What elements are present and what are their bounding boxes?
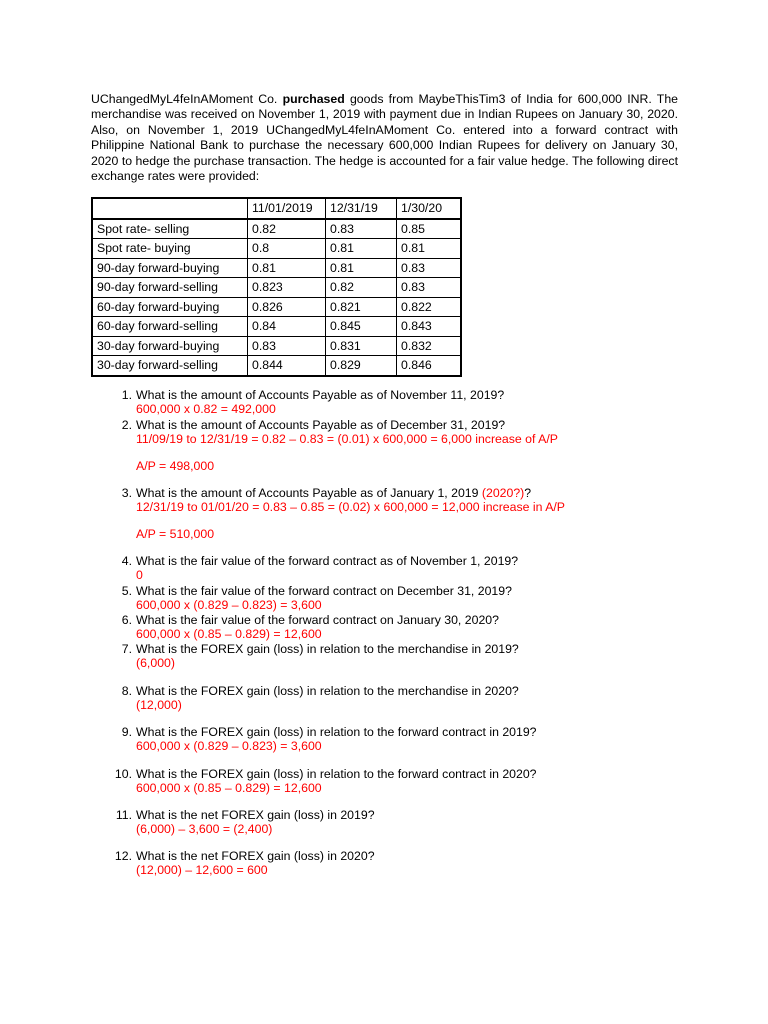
- table-cell: 0.8: [248, 239, 326, 259]
- question-body: [136, 808, 375, 837]
- table-row: [92, 219, 461, 239]
- table-cell: 0.81: [397, 239, 462, 259]
- answer-line: (6,000): [136, 656, 175, 671]
- table-header-cell: [92, 198, 248, 219]
- table-row: [92, 297, 461, 317]
- table-cell: 0.82: [248, 219, 326, 239]
- intro-paragraph: [91, 92, 678, 184]
- table-cell: 0.844: [248, 356, 326, 376]
- table-cell: 0.846: [397, 356, 462, 376]
- table-cell: 0.843: [397, 317, 462, 337]
- table-row: [92, 278, 461, 298]
- answer-line: 0: [136, 568, 143, 583]
- question-text-note: (2020?): [481, 486, 525, 500]
- table-cell: 0.83: [326, 219, 397, 239]
- question-number: 7.: [121, 642, 132, 656]
- question-text: What is the amount of Accounts Payable as of November 11, 2019?: [136, 388, 505, 402]
- answer-line: 600,000 x (0.85 – 0.829) = 12,600: [136, 781, 322, 796]
- question-number: 3.: [121, 486, 132, 500]
- table-header-cell: 12/31/19: [326, 198, 397, 219]
- table-cell: 0.83: [248, 336, 326, 356]
- question-text: What is the FOREX gain (loss) in relation to the merchandise in 2020?: [136, 684, 519, 698]
- question-body: [136, 418, 558, 473]
- table-cell: 0.829: [326, 356, 397, 376]
- question-body: [136, 613, 499, 642]
- intro-purchased: purchased: [282, 92, 345, 106]
- table-cell: 0.81: [326, 258, 397, 278]
- answer-line: A/P = 498,000: [136, 458, 215, 473]
- question-body: [136, 849, 375, 878]
- table-cell: 0.84: [248, 317, 326, 337]
- table-cell: Spot rate- buying: [92, 239, 248, 259]
- question-number: 8.: [121, 684, 132, 698]
- table-cell: 0.832: [397, 336, 462, 356]
- table-cell: Spot rate- selling: [92, 219, 248, 239]
- exchange-rate-table: [91, 197, 462, 377]
- question-number: 1.: [121, 388, 132, 402]
- question-number: 6.: [121, 613, 132, 627]
- table-header-cell: 11/01/2019: [248, 198, 326, 219]
- question-number: 2.: [121, 418, 132, 432]
- question-text: What is the FOREX gain (loss) in relation to the forward contract in 2020?: [136, 767, 537, 781]
- table-cell: 0.82: [326, 278, 397, 298]
- question-text: What is the amount of Accounts Payable as of January 1, 2019: [136, 486, 482, 500]
- answer-line: 600,000 x (0.85 – 0.829) = 12,600: [136, 627, 322, 642]
- table-cell: 0.826: [248, 297, 326, 317]
- question-text: What is the fair value of the forward contract as of November 1, 2019?: [136, 554, 519, 568]
- table-cell: 90-day forward-selling: [92, 278, 248, 298]
- table-cell: 0.83: [397, 258, 462, 278]
- table-cell: 0.81: [248, 258, 326, 278]
- question-text: What is the amount of Accounts Payable as of December 31, 2019?: [136, 418, 506, 432]
- table-cell: 90-day forward-buying: [92, 258, 248, 278]
- table-row: [92, 356, 461, 376]
- question-number: 9.: [121, 725, 132, 739]
- table-cell: 0.823: [248, 278, 326, 298]
- table-cell: 0.822: [397, 297, 462, 317]
- question-number: 11.: [115, 808, 132, 822]
- question-body: [136, 642, 519, 671]
- intro-company: UChangedMyL4feInAMoment Co.: [91, 92, 278, 106]
- answer-line: (12,000): [136, 698, 182, 713]
- answer-line: (12,000) – 12,600 = 600: [136, 863, 268, 878]
- table-cell: 0.845: [326, 317, 397, 337]
- answer-line: 600,000 x (0.829 – 0.823) = 3,600: [136, 598, 322, 613]
- question-number: 10.: [114, 767, 132, 781]
- table-cell: 30-day forward-selling: [92, 356, 248, 376]
- table-cell: 0.83: [397, 278, 462, 298]
- table-cell: 30-day forward-buying: [92, 336, 248, 356]
- table-header-row: [92, 198, 461, 219]
- question-text: What is the net FOREX gain (loss) in 2019?: [136, 808, 375, 822]
- answer-line: 600,000 x (0.829 – 0.823) = 3,600: [136, 739, 322, 754]
- question-body: [136, 684, 519, 713]
- answer-line: 600,000 x 0.82 = 492,000: [136, 402, 276, 417]
- table-header-cell: 1/30/20: [397, 198, 462, 219]
- intro-text: goods from MaybeThisTim3 of India for 600,000 INR. The merchandise was received on November 1, 2019 with payment due in Indian Rupees on January 30, 2020. Also, on November 1, 2019 UChangedMyL4feInAMoment Co. entered into a forward contract with Philippine National Bank to purchase the necessary 600,000 Indian Rupees for delivery on January 30, 2020 to hedge the purchase transaction. The hedge is accounted for a fair value hedge. The following direct exchange rates were provided:: [91, 92, 678, 184]
- table-row: [92, 258, 461, 278]
- question-text: What is the FOREX gain (loss) in relation to the merchandise in 2019?: [136, 642, 519, 656]
- question-text: What is the FOREX gain (loss) in relation to the forward contract in 2019?: [136, 725, 537, 739]
- question-text: What is the fair value of the forward contract on January 30, 2020?: [136, 613, 499, 627]
- question-body: [136, 388, 504, 417]
- question-number: 4.: [121, 554, 132, 568]
- table-cell: 60-day forward-selling: [92, 317, 248, 337]
- table-row: [92, 336, 461, 356]
- question-text: What is the fair value of the forward contract on December 31, 2019?: [136, 584, 512, 598]
- answer-line: A/P = 510,000: [136, 526, 215, 541]
- question-body: [136, 486, 565, 541]
- question-body: [136, 725, 537, 754]
- question-number: 5.: [121, 584, 132, 598]
- answer-line: (6,000) – 3,600 = (2,400): [136, 822, 273, 837]
- answer-line: 12/31/19 to 01/01/20 = 0.83 – 0.85 = (0.02) x 600,000 = 12,000 increase in A/P: [136, 500, 566, 515]
- question-body: [136, 554, 518, 583]
- answer-line: 11/09/19 to 12/31/19 = 0.82 – 0.83 = (0.01) x 600,000 = 6,000 increase of A/P: [136, 432, 558, 447]
- table-cell: 0.85: [397, 219, 462, 239]
- question-text-end: ?: [524, 486, 532, 500]
- table-cell: 0.831: [326, 336, 397, 356]
- table-cell: 0.81: [326, 239, 397, 259]
- question-text: What is the net FOREX gain (loss) in 2020?: [136, 849, 375, 863]
- question-body: [136, 584, 512, 613]
- table-cell: 60-day forward-buying: [92, 297, 248, 317]
- table-row: [92, 239, 461, 259]
- question-body: [136, 767, 537, 796]
- question-number: 12.: [114, 849, 132, 863]
- table-row: [92, 317, 461, 337]
- table-cell: 0.821: [326, 297, 397, 317]
